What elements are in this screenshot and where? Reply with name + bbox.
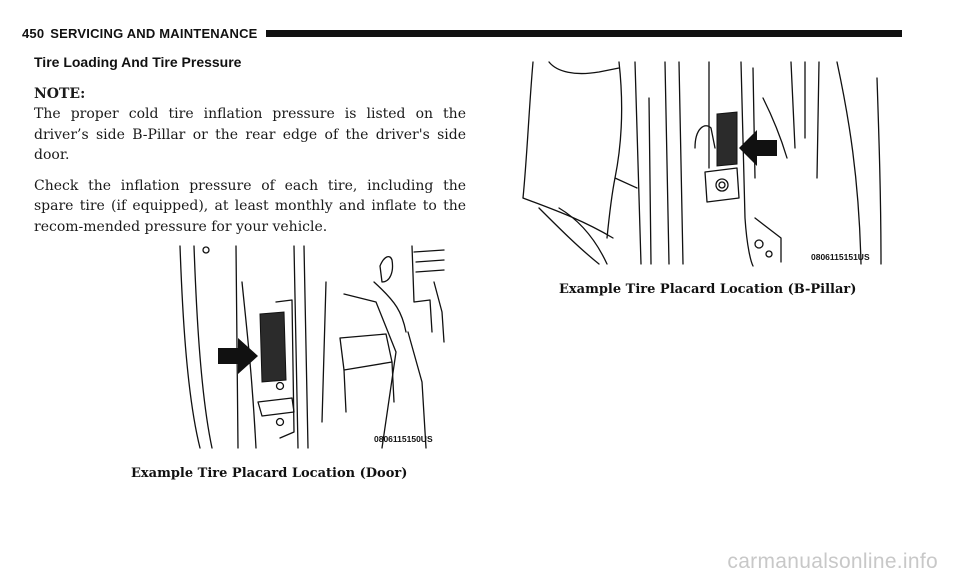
bpillar-placard-figure — [519, 58, 884, 268]
figure-caption-bpillar: Example Tire Placard Location (B-Pillar) — [559, 282, 857, 297]
page-header — [22, 26, 902, 40]
figure-id-door: 0806115150US — [374, 434, 433, 444]
section-title: SERVICING AND MAINTENANCE — [50, 25, 258, 41]
figure-caption-door: Example Tire Placard Location (Door) — [131, 466, 408, 481]
door-illustration — [176, 242, 446, 450]
figure-id-bpillar: 0806115151US — [811, 252, 870, 262]
subsection-heading: Tire Loading And Tire Pressure — [34, 54, 242, 70]
note-paragraph: The proper cold tire inflation pressure is listed on the driver’s side B-Pillar or the rear edge of the driver's side door. — [34, 106, 466, 163]
header-rule — [266, 30, 902, 37]
watermark: carmanualsonline.info — [727, 550, 938, 573]
body-paragraph: Check the inflation pressure of each tire, including the spare tire (if equipped), at least monthly and inflate to the recom-mended pressure for your vehicle. — [34, 177, 466, 235]
door-placard-figure — [176, 242, 446, 450]
text-column — [34, 54, 466, 237]
page-number: 450 — [22, 25, 45, 41]
bpillar-illustration — [519, 58, 884, 268]
note-label: NOTE: — [34, 86, 86, 102]
